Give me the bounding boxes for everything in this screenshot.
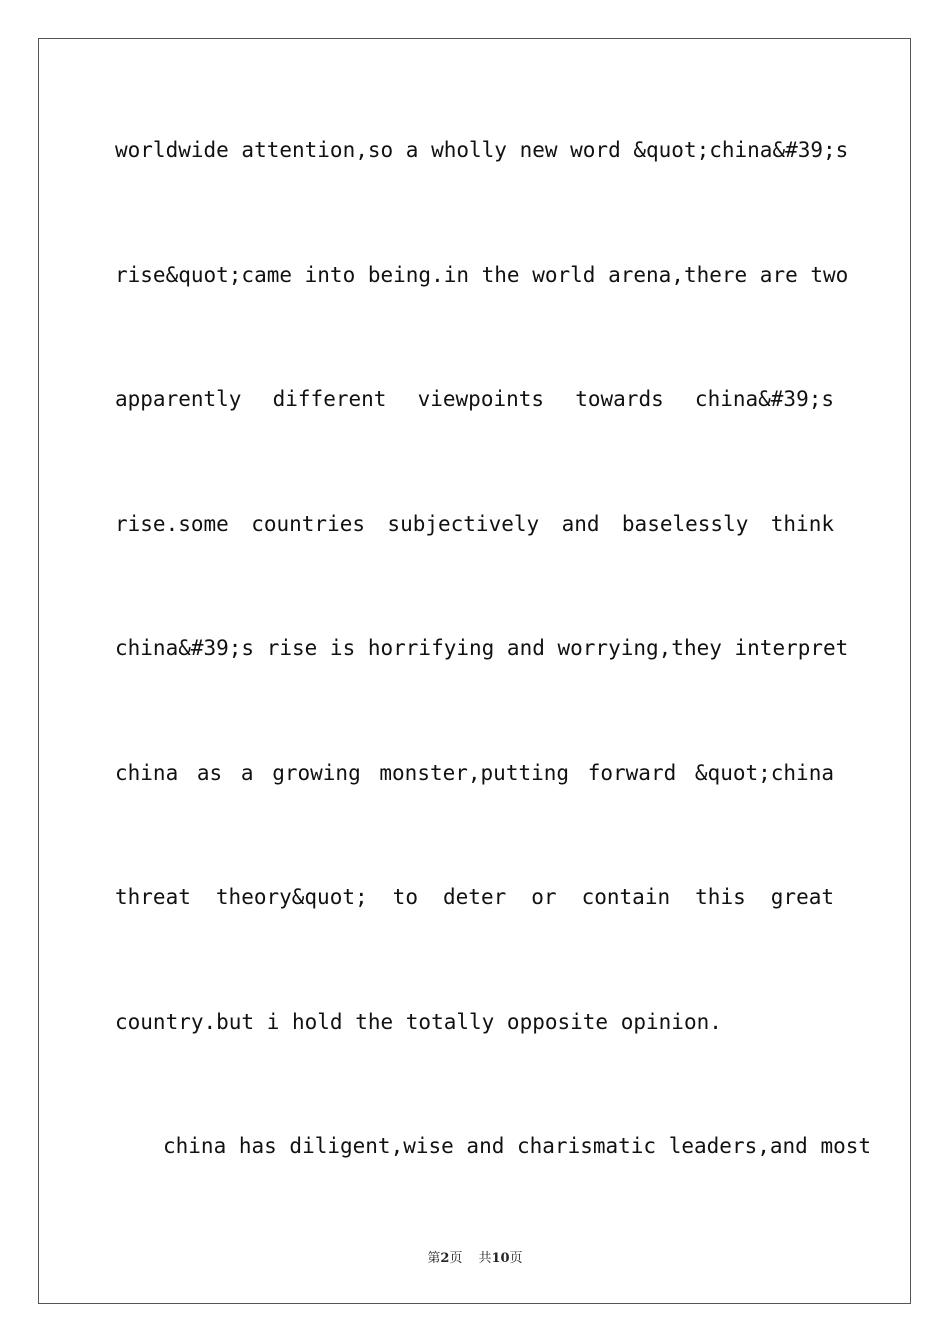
footer-total-suffix: 页 [509,1251,523,1266]
text-line-2: rise&quot;came into being.in the world arena,there are two [115,263,849,287]
text-line-5: china&#39;s rise is horrifying and worrying,they interpret [115,636,849,660]
text-line-6: china as a growing monster,putting forward &quot;china [115,761,834,785]
text-line-3: apparently different viewpoints towards china&#39;s [115,387,834,411]
footer-page-prefix: 第 [427,1251,441,1266]
text-line-1: worldwide attention,so a wholly new word &quot;china&#39;s [115,138,849,162]
footer-total-pages: 10 [491,1251,510,1266]
text-line-7: threat theory&quot; to deter or contain this great [115,885,834,909]
text-line-8: country.but i hold the totally opposite opinion. [115,1010,722,1034]
footer-page-suffix: 页 [449,1251,463,1266]
footer-page-number: 2 [440,1251,450,1266]
page-footer [0,1247,950,1266]
text-line-4: rise.some countries subjectively and baselessly think [115,512,834,536]
footer-total-prefix: 共 [478,1251,492,1266]
page-border [38,38,911,1304]
text-line-9: china has diligent,wise and charismatic leaders,and most [163,1134,872,1158]
